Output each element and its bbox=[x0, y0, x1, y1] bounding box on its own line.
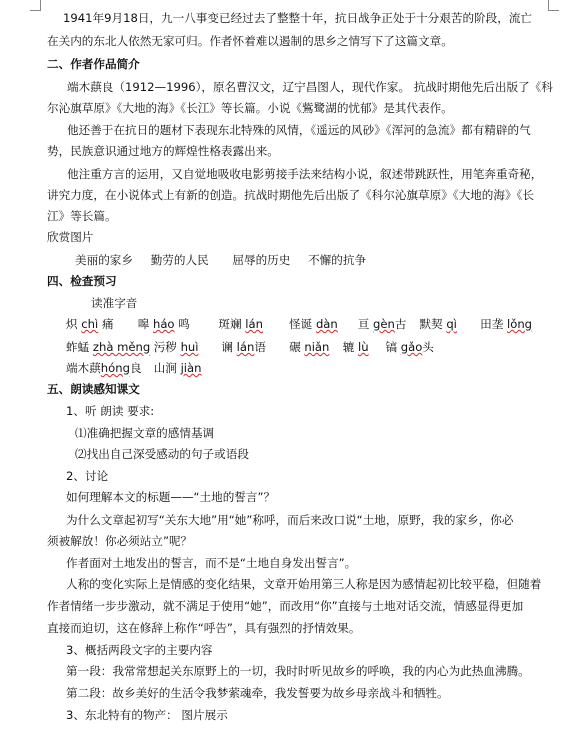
pronunciation-row bbox=[66, 360, 201, 376]
pron-item: 田垄 lǒng bbox=[480, 317, 533, 331]
page-corner-mark-right bbox=[548, 0, 559, 11]
section-heading: 五、朗读感知课文 bbox=[47, 382, 140, 396]
paragraph-line: 尔沁旗草原》《大地的海》《长江》等长篇。小说《鴜鹭湖的忧郁》是其代表作。 bbox=[47, 101, 453, 115]
pronunciation-row bbox=[66, 339, 434, 355]
question-line: 如何理解本文的标题——“土地的誓言”？ bbox=[66, 490, 276, 504]
step-line: 3、概括两段文字的主要内容 bbox=[66, 643, 213, 657]
pron-item: 碾 niǎn bbox=[289, 340, 330, 354]
paragraph-line: 在关内的东北人依然无家可归。作者怀着难以遏制的思乡之情写下了这篇文章。 bbox=[47, 34, 453, 48]
subheading: 欣赏图片 bbox=[47, 230, 94, 244]
pron-item: 污秽 huì bbox=[153, 340, 199, 354]
answer-line: 直接而迫切，这在修辞上称作“呼告”，具有强烈的抒情效果。 bbox=[47, 621, 361, 635]
tag-item: 美丽的家乡 bbox=[75, 253, 133, 267]
pron-item: 端木蕻hóng良 bbox=[66, 361, 142, 375]
tag-item: 屈辱的历史 bbox=[232, 253, 291, 267]
step-line: 1、听 朗读 要求: bbox=[66, 404, 155, 418]
summary-line: 第二段：故乡美好的生活令我梦萦魂牵，我发誓要为故乡母亲战斗和牺牲。 bbox=[66, 686, 449, 700]
requirement-item: ⑴准确把握文章的感情基调 bbox=[75, 426, 215, 440]
pron-item: 亘 gèn古 bbox=[357, 317, 407, 331]
question-line: 须被解放！你必须站立”呢？ bbox=[47, 534, 193, 548]
step-line: 3、东北特有的物产： 图片展示 bbox=[66, 708, 228, 722]
paragraph-line: 他还善于在抗日的题材下表现东北特殊的风情，《遥远的风砂》《浑河的急流》都有精辟的气 bbox=[67, 123, 531, 137]
paragraph-line: 端木蕻良（1912—1996），原名曹汉文，辽宁昌图人，现代作家。 抗战时期他先后出版了《科 bbox=[67, 80, 553, 94]
paragraph-line: 势，民族意识通过地方的辉煌性格表露出来。 bbox=[47, 144, 279, 158]
tag-item: 不懈的抗争 bbox=[308, 253, 367, 267]
paragraph-line: 1941年9月18日，九一八事变已经过去了整整十年，抗日战争正处于十分艰苦的阶段，流亡 bbox=[63, 11, 533, 25]
paragraph-line: 江》等长篇。 bbox=[47, 209, 117, 223]
requirement-item: ⑵找出自己深受感动的句子或语段 bbox=[75, 447, 249, 461]
answer-line: 人称的变化实际上是情感的变化结果，文章开始用第三人称是因为感情起初比较平稳，但随着 bbox=[66, 577, 542, 591]
pron-item: 斑斓 lán bbox=[218, 317, 263, 331]
answer-line: 作者面对土地发出的誓言，而不是“土地自身发出誓言”。 bbox=[66, 556, 357, 570]
pron-item: 默契 qì bbox=[419, 317, 457, 331]
answer-line: 作者情绪一步步激动，就不满足于使用“她”，而改用“你”直接与土地对话交流，情感显得更加 bbox=[47, 599, 524, 613]
pron-item: 山涧 jiàn bbox=[153, 361, 202, 375]
pron-item: 怪诞 dàn bbox=[289, 317, 338, 331]
section-heading: 四、检查预习 bbox=[47, 274, 117, 288]
pron-item: 镐 gǎo头 bbox=[385, 340, 434, 354]
tag-item: 勤劳的人民 bbox=[150, 253, 209, 267]
image-tags bbox=[75, 252, 366, 268]
pron-item: 蚱蜢 zhà měng bbox=[66, 340, 151, 354]
paragraph-line: 他注重方言的运用，又自觉地吸收电影剪接手法来结构小说，叙述带跳跃性，用笔奔重奇秘， bbox=[67, 167, 543, 181]
subheading: 读准字音 bbox=[91, 296, 138, 310]
pron-item: 谰 lán语 bbox=[221, 340, 266, 354]
page-corner-mark-left bbox=[30, 0, 41, 11]
paragraph-line: 讲究力度，在小说体式上有新的创造。抗战时期他先后出版了《科尔沁旗草原》《大地的海》《长 bbox=[47, 188, 534, 202]
pron-item: 辘 lù bbox=[342, 340, 369, 354]
pron-item: 嗥 háo 鸣 bbox=[137, 317, 190, 331]
pron-item: 炽 chì 痛 bbox=[66, 317, 114, 331]
section-heading: 二、作者作品简介 bbox=[47, 57, 140, 71]
pronunciation-row bbox=[66, 316, 532, 332]
summary-line: 第一段：我常常想起关东原野上的一切，我时时听见故乡的呼唤，我的内心为此热血沸腾。 bbox=[66, 664, 530, 678]
question-line: 为什么文章起初写“关东大地”用“她”称呼，而后来改口说“土地，原野，我的家乡，你必 bbox=[66, 513, 514, 527]
step-line: 2、讨论 bbox=[66, 469, 109, 483]
